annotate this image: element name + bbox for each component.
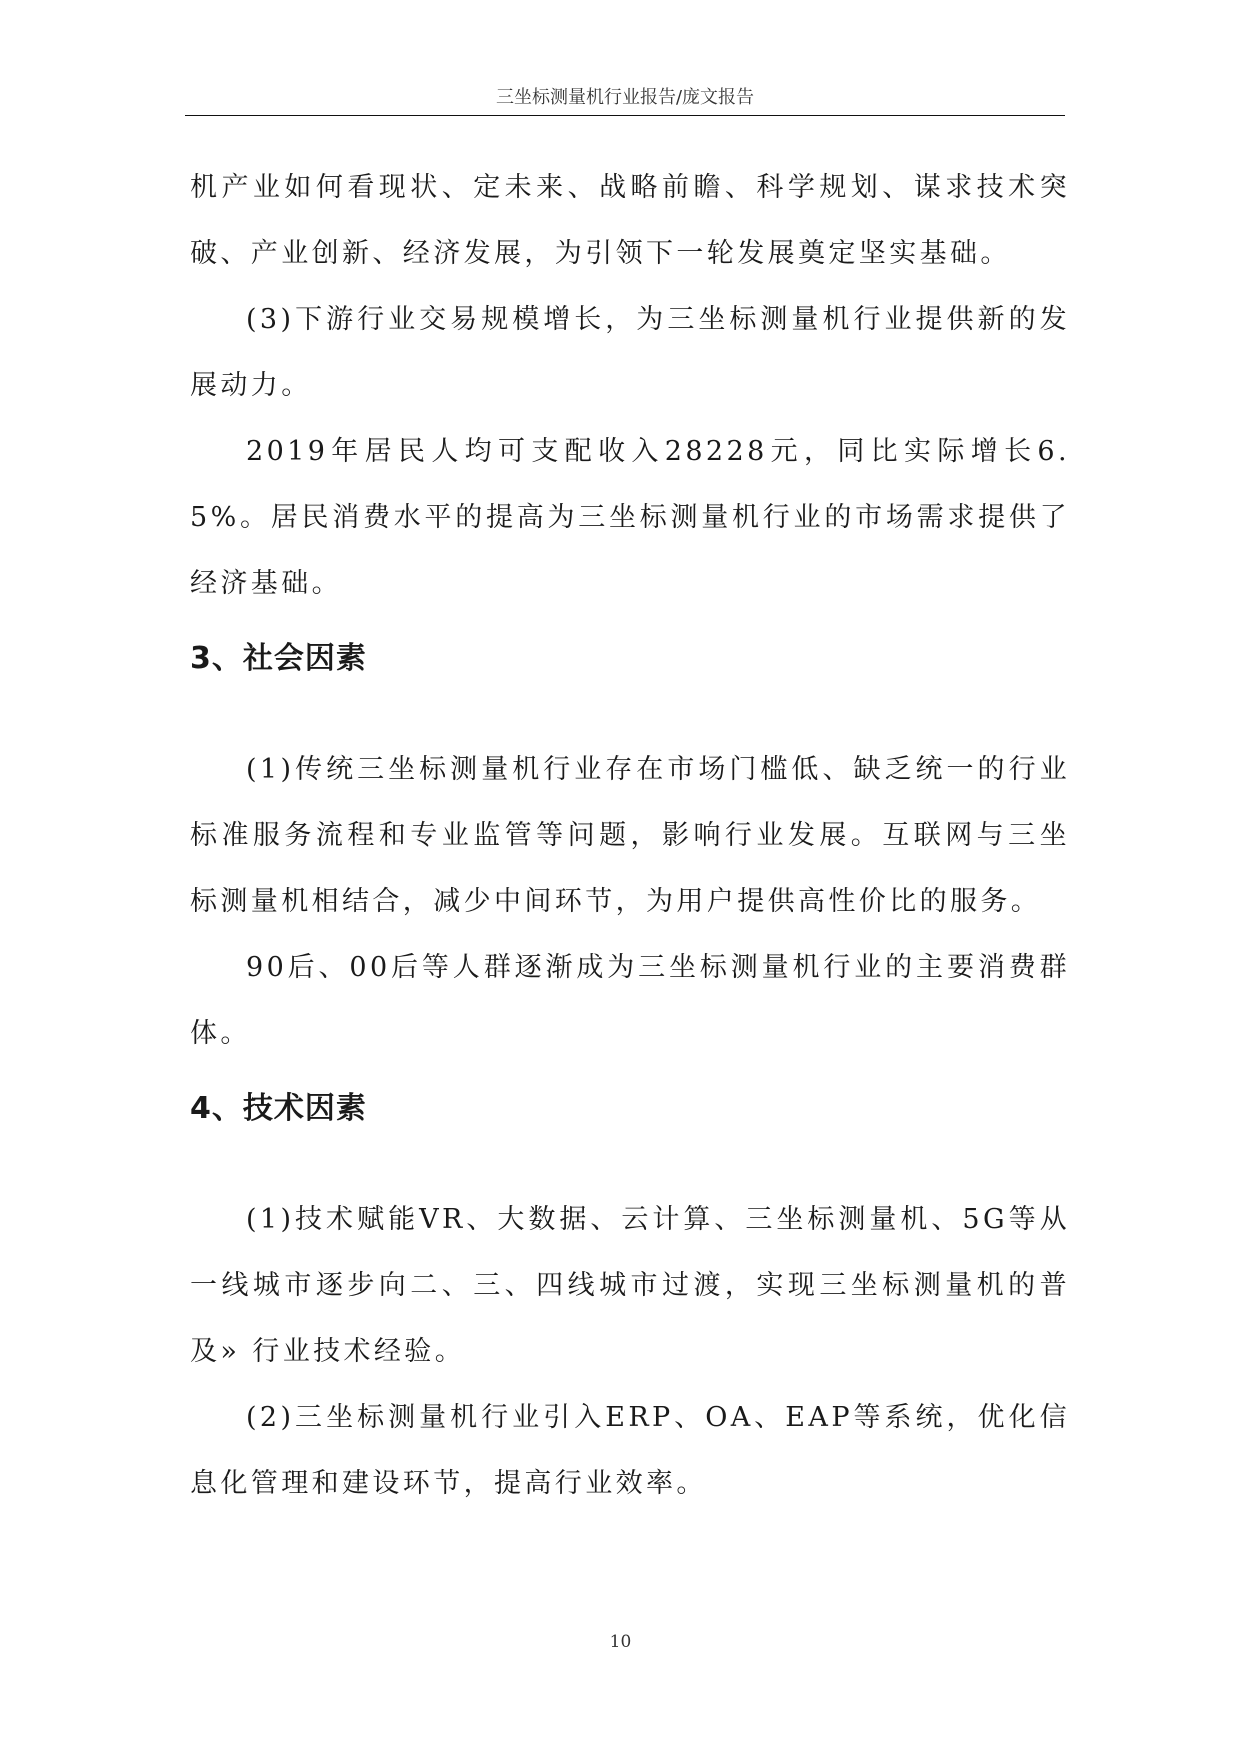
document-body xyxy=(190,155,1070,1517)
paragraph-income-2019: 2019年居民人均可支配收入28228元，同比实际增长6.5%。居民消费水平的提高为三坐标测量机行业的市场需求提供了经济基础。 xyxy=(190,436,1070,599)
running-header: 三坐标测量机行业报告/庞文报告 xyxy=(495,87,755,108)
page-number: 10 xyxy=(609,1632,632,1652)
paragraph-social-1: (1)传统三坐标测量机行业存在市场门槛低、缺乏统一的行业标准服务流程和专业监管等问题，影响行业发展。互联网与三坐标测量机相结合，减少中间环节，为用户提供高性价比的服务。 xyxy=(190,754,1070,917)
paragraph-continuation: 机产业如何看现状、定未来、战略前瞻、科学规划、谋求技术突破、产业创新、经济发展，为引领下一轮发展奠定坚实基础。 xyxy=(190,172,1070,269)
paragraph-downstream-growth: (3)下游行业交易规模增长，为三坐标测量机行业提供新的发展动力。 xyxy=(190,304,1070,401)
section-heading-social: 3、社会因素 xyxy=(190,641,367,676)
section-heading-technology: 4、技术因素 xyxy=(190,1091,367,1126)
paragraph-technology-2: (2)三坐标测量机行业引入ERP、OA、EAP等系统，优化信息化管理和建设环节，提高行业效率。 xyxy=(190,1402,1070,1499)
paragraph-technology-1: (1)技术赋能VR、大数据、云计算、三坐标测量机、5G等从一线城市逐步向二、三、四线城市过渡，实现三坐标测量机的普及» 行业技术经验。 xyxy=(190,1204,1070,1367)
paragraph-social-2: 90后、00后等人群逐渐成为三坐标测量机行业的主要消费群体。 xyxy=(190,952,1070,1049)
header-divider xyxy=(185,115,1065,116)
